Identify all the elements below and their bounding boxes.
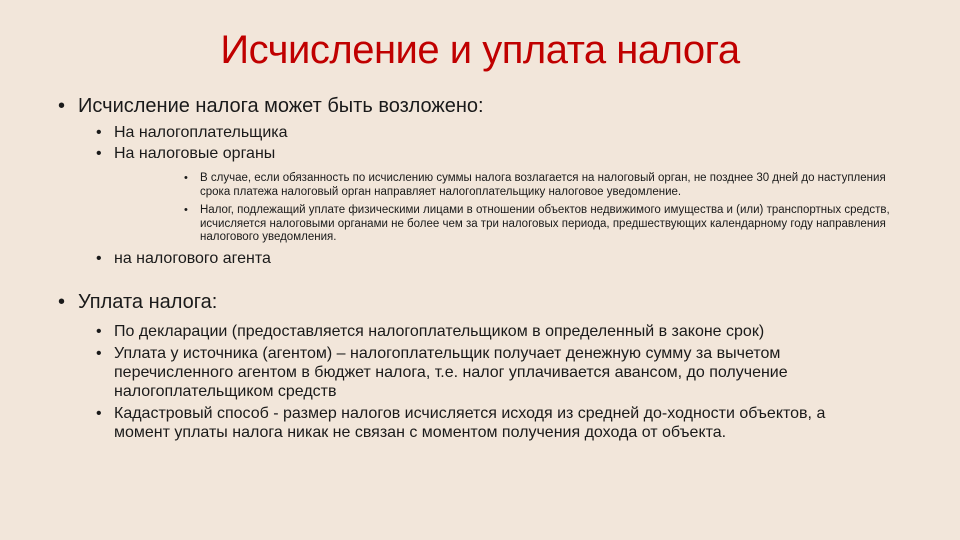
- calc-item-tax-authorities: [96, 144, 938, 245]
- payment-item-declaration: • По декларации (предоставляется налогоплательщиком в определенный в законе срок): [96, 322, 876, 341]
- note-item: • Налог, подлежащий уплате физическими лицами в отношении объектов недвижимого имущества и (или) транспортных средств, исчисляется налоговыми органами не более чем за три налоговых периода, предшествующих календарному году направления налогового уведомления.: [184, 204, 890, 245]
- tax-authorities-notes: [184, 172, 938, 245]
- payment-subitems: [96, 322, 876, 442]
- payment-heading-text: Уплата налога:: [78, 291, 218, 313]
- calc-section: [58, 94, 938, 268]
- calc-heading: [58, 94, 938, 268]
- calc-subitems: [96, 123, 938, 268]
- calc-item-tax-authorities-text: На налоговые органы: [114, 145, 276, 162]
- calc-item-taxpayer: • На налогоплательщика: [96, 123, 938, 142]
- slide-title: Исчисление и уплата налога: [220, 28, 740, 72]
- payment-section: [58, 290, 938, 442]
- payment-heading: [58, 290, 938, 442]
- payment-item-cadastral: • Кадастровый способ - размер налогов исчисляется исходя из средней до-ходности объектов, а момент уплаты налога никак не связан с моментом получения дохода от объекта.: [96, 404, 876, 442]
- note-item: • В случае, если обязанность по исчислению суммы налога возлагается на налоговый орган, не позднее 30 дней до наступления срока платежа налоговый орган направляет налогоплательщику налоговое уведомление.: [184, 172, 890, 199]
- calc-heading-text: Исчисление налога может быть возложено:: [78, 95, 484, 117]
- payment-item-source: • Уплата у источника (агентом) – налогоплательщик получает денежную сумму за вычетом перечисленного агентом в бюджет налога, т.е. налог уплачивается авансом, до получение налогоплательщиком средств: [96, 344, 876, 401]
- calc-item-tax-agent: • на налогового агента: [96, 249, 938, 268]
